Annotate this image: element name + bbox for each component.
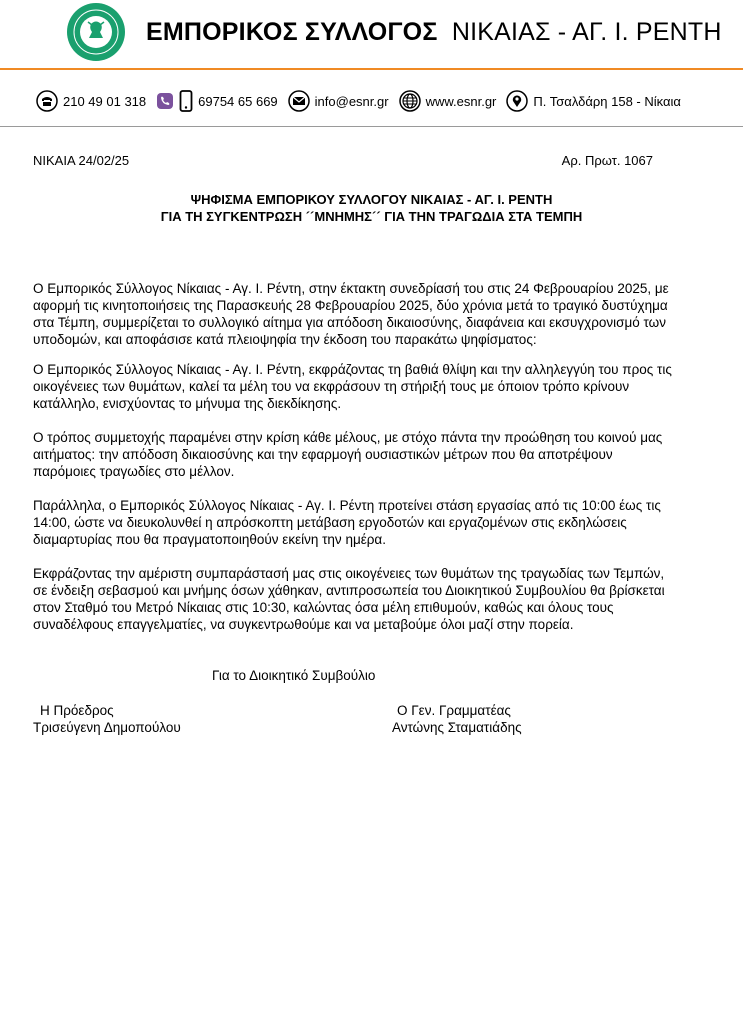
viber-icon xyxy=(156,92,174,110)
protocol-number: Αρ. Πρωτ. 1067 xyxy=(561,153,653,168)
paragraph-line: συναδέλφους επαγγελματίες, να συγκεντρωθούμε και να μεταβούμε όλοι μαζί στην πορεία. xyxy=(33,617,574,632)
contact-mobile xyxy=(156,90,278,112)
header-divider xyxy=(0,68,743,70)
contact-divider xyxy=(0,126,743,127)
secretary-role: Ο Γεν. Γραμματέας xyxy=(397,703,511,718)
paragraph-line: σε ένδειξη σεβασμού και μνήμης όσων χάθηκαν, αντιπροσωπεία του Διοικητικού Συμβουλίου θα βρίσκεται xyxy=(33,583,665,598)
contact-phone xyxy=(36,90,146,112)
org-name-bold: ΕΜΠΟΡΙΚΟΣ ΣΥΛΛΟΓΟΣ xyxy=(146,18,438,46)
secretary-name: Αντώνης Σταματιάδης xyxy=(392,720,522,735)
paragraph-line: αφορμή τις κινητοποιήσεις της Παρασκευής 28 Φεβρουαρίου 2025, δύο χρόνια μετά το τραγικό δυστύχημα xyxy=(33,298,668,313)
paragraph-line: στον Σταθμό του Μετρό Νίκαιας στις 10:30, καλώντας όσα μέλη επιθυμούν, καθώς και όλους τους xyxy=(33,600,614,615)
paragraph-3 xyxy=(33,429,733,480)
paragraph-line: διαμαρτυρίας που θα πραγματοποιηθούν εκείνη την ημέρα. xyxy=(33,532,386,547)
paragraph-line: Παράλληλα, ο Εμπορικός Σύλλογος Νίκαιας - Αγ. Ι. Ρέντη προτείνει στάση εργασίας από τις 10:00 έως τις xyxy=(33,498,661,513)
document-title-line2: ΓΙΑ ΤΗ ΣΥΓΚΕΝΤΡΩΣΗ ´´ΜΝΗΜΗΣ´´ ΓΙΑ ΤΗΝ ΤΡΑΓΩΔΙΑ ΣΤΑ ΤΕΜΠΗ xyxy=(160,209,583,224)
paragraph-line: οικογένειες των θυμάτων, καλεί τα μέλη του να εκφράσουν τη στήριξή τους με όποιον τρόπο κρίνουν xyxy=(33,379,630,394)
hermes-seal-logo xyxy=(66,2,126,62)
paragraph-line: Ο Εμπορικός Σύλλογος Νίκαιας - Αγ. Ι. Ρέντη, στην έκτακτη συνεδρίασή του στις 24 Φεβρουαρίου 2025, με xyxy=(33,281,669,296)
org-name-rest: ΝΙΚΑΙΑΣ - ΑΓ. Ι. ΡΕΝΤΗ xyxy=(451,18,722,46)
paragraph-5 xyxy=(33,565,733,633)
website-url[interactable]: www.esnr.gr xyxy=(425,93,497,109)
contact-email xyxy=(288,90,389,112)
paragraph-line: 14:00, ώστε να διευκολυνθεί η απρόσκοπτη μετάβαση εργοδοτών και εργαζομένων στις εκδηλώσεις xyxy=(33,515,627,530)
globe-icon xyxy=(399,90,421,112)
org-name xyxy=(146,18,722,47)
contact-website xyxy=(399,90,497,112)
contact-address xyxy=(506,90,681,112)
paragraph-line: Εκφράζοντας την αμέριστη συμπαράστασή μας στις οικογένειες των θυμάτων της τραγωδίας των Τεμπών, xyxy=(33,566,665,581)
president-name: Τρισεύγενη Δημοπούλου xyxy=(33,720,181,735)
paragraph-line: Ο Εμπορικός Σύλλογος Νίκαιας - Αγ. Ι. Ρέντη, εκφράζοντας τη βαθιά θλίψη και την αλληλεγγύη του προς τις xyxy=(33,362,672,377)
letterhead xyxy=(0,0,743,70)
email-address[interactable]: info@esnr.gr xyxy=(314,93,389,109)
street-address: Π. Τσαλδάρη 158 - Νίκαια xyxy=(533,93,681,109)
paragraph-4 xyxy=(33,497,733,548)
paragraph-2 xyxy=(33,361,733,412)
paragraph-line: Ο τρόπος συμμετοχής παραμένει στην κρίση κάθε μέλους, με στόχο πάντα την προώθηση του κοινού μας xyxy=(33,430,663,445)
contact-bar xyxy=(36,88,691,114)
document-date: ΝΙΚΑΙΑ 24/02/25 xyxy=(33,153,130,168)
location-pin-icon xyxy=(506,90,528,112)
board-signoff: Για το Διοικητικό Συμβούλιο xyxy=(212,668,376,683)
document-title-line1: ΨΗΦΙΣΜΑ ΕΜΠΟΡΙΚΟΥ ΣΥΛΛΟΓΟΥ ΝΙΚΑΙΑΣ - ΑΓ. Ι. ΡΕΝΤΗ xyxy=(190,192,553,207)
paragraph-line: αιτήματος: την απόδοση δικαιοσύνης και την εφαρμογή ουσιαστικών μέτρων που θα αποτρέψουν xyxy=(33,447,613,462)
president-role: Η Πρόεδρος xyxy=(40,703,114,718)
paragraph-line: υποδομών, και αποφάσισε κατά πλειοψηφία την έκδοση του παρακάτω ψηφίσματος: xyxy=(33,332,537,347)
paragraph-line: κατάλληλο, ενισχύοντας το μήνυμα της διεκδίκησης. xyxy=(33,396,342,411)
envelope-icon xyxy=(288,90,310,112)
phone-number: 210 49 01 318 xyxy=(63,93,147,109)
mobile-number: 69754 65 669 xyxy=(198,93,278,109)
phone-icon xyxy=(36,90,58,112)
paragraph-line: στα Τέμπη, συμμερίζεται το συλλογικό αίτημα για απόδοση δικαιοσύνης, διαφάνεια και εκσυγχρονισμό των xyxy=(33,315,666,330)
paragraph-1 xyxy=(33,280,733,348)
paragraph-line: παρόμοιες τραγωδίες στο μέλλον. xyxy=(33,464,235,479)
mobile-phone-icon xyxy=(179,90,193,112)
